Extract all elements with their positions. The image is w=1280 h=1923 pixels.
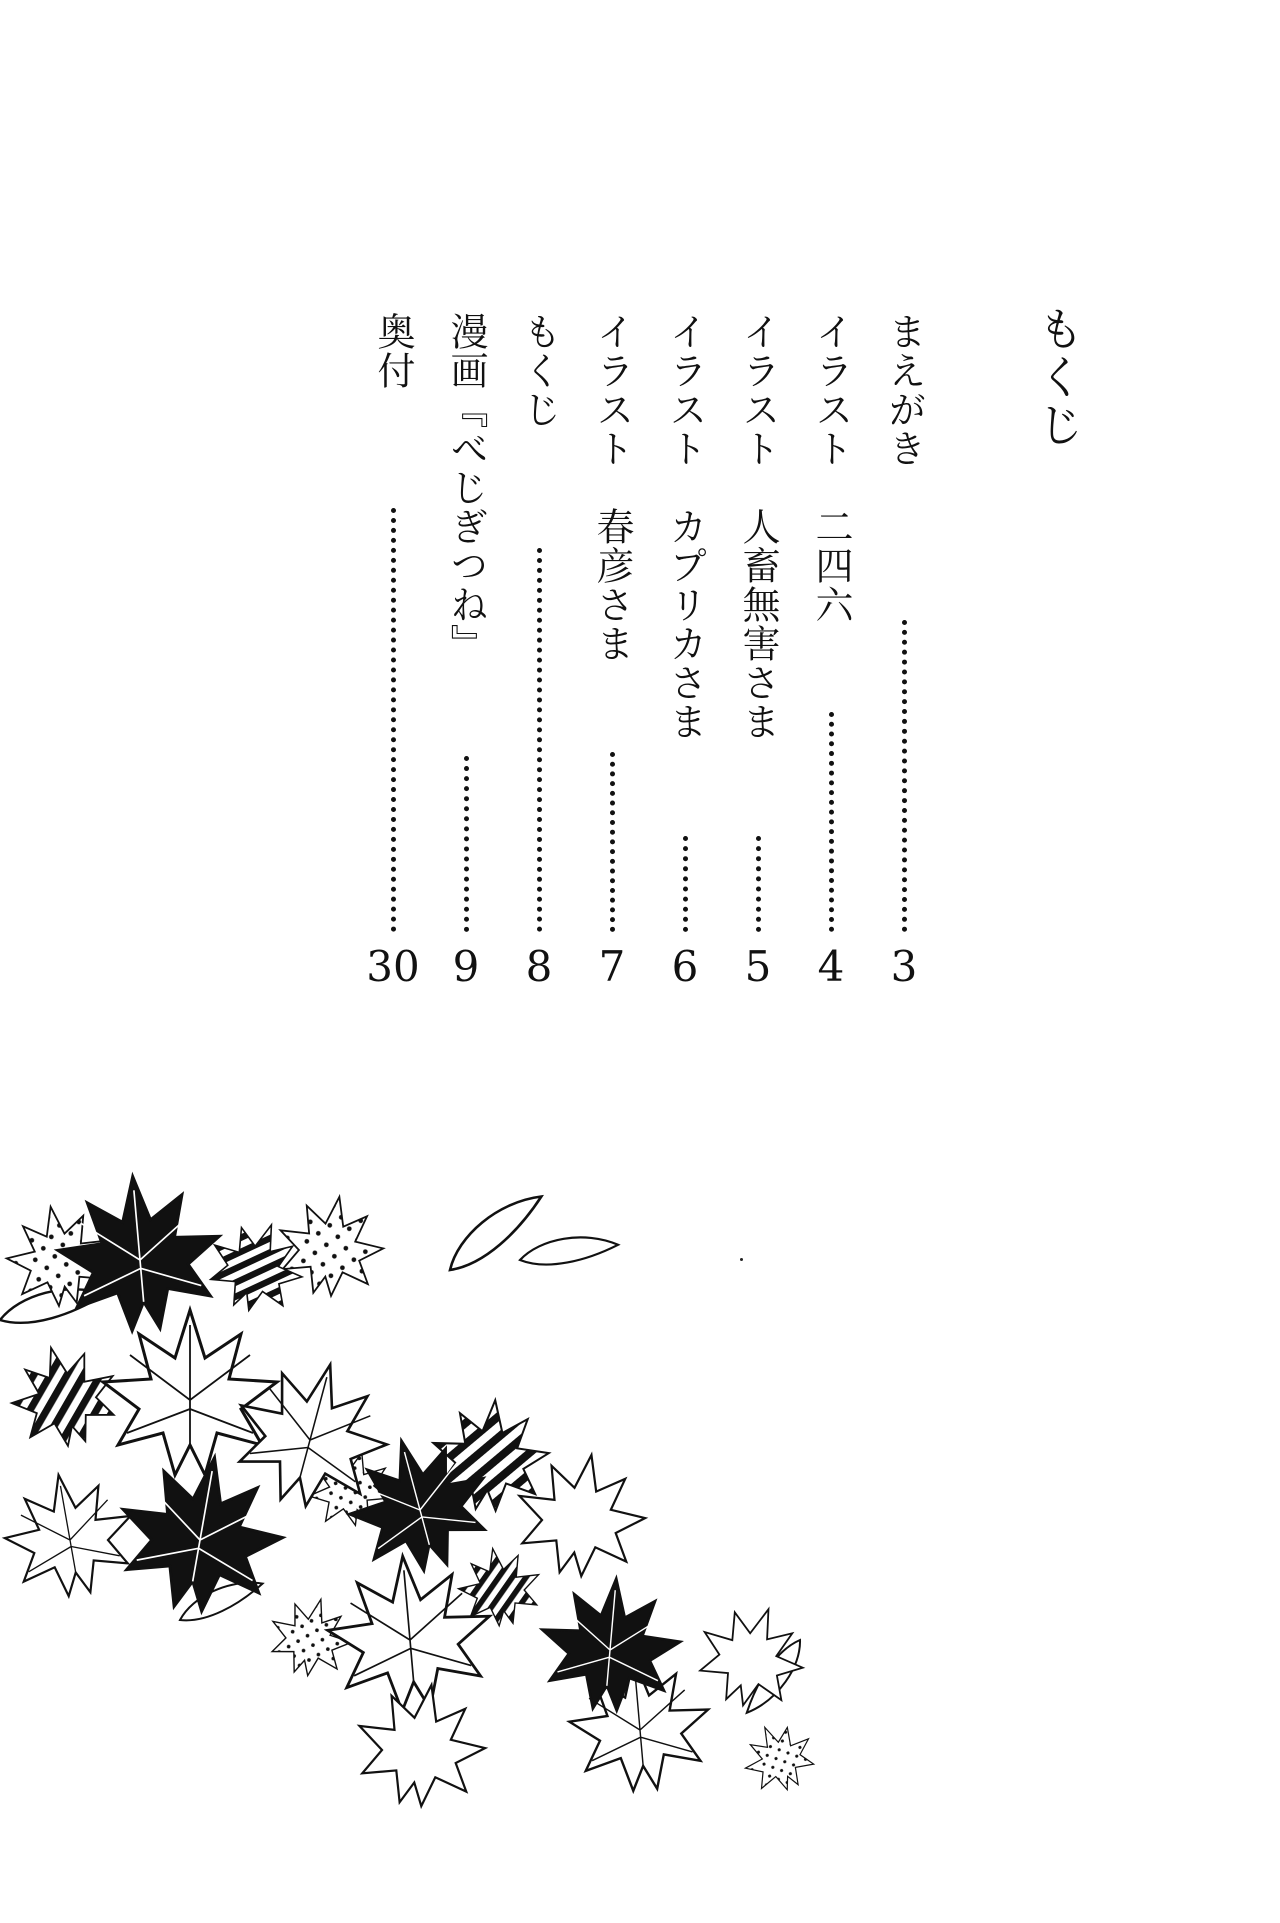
toc-entry-label: イラスト 二四六	[809, 312, 853, 624]
toc-leader-dots	[756, 836, 761, 932]
toc-leader-dots	[610, 752, 615, 932]
toc-entry-page-number: 30	[366, 942, 420, 991]
toc-leader-dots	[391, 508, 396, 932]
toc-entry-label: まえがき	[882, 312, 926, 468]
toc-entry-label: イラスト カプリカさま	[663, 312, 707, 741]
toc-leader-dots	[464, 756, 469, 932]
toc-entry-label: 奥付	[371, 312, 415, 390]
toc-entry-page-number: 4	[817, 942, 845, 991]
toc-entry-label: イラスト 春彦さま	[590, 312, 634, 663]
toc-entry	[876, 312, 932, 991]
toc-entry	[365, 312, 421, 991]
toc-entry-label: 漫画『べじぎつね』	[444, 312, 488, 663]
toc-entry-page-number: 3	[890, 942, 918, 991]
toc-entry-page-number: 6	[671, 942, 699, 991]
maple-leaves-icon	[0, 1140, 880, 1830]
toc-leader-dots	[829, 712, 834, 932]
toc-entry-label: イラスト 人畜無害さま	[736, 312, 780, 741]
toc-entry-page-number: 7	[598, 942, 626, 991]
toc-leader-dots	[537, 548, 542, 932]
toc-leader-dots	[683, 836, 688, 932]
toc-entry-page-number: 8	[525, 942, 553, 991]
toc-entry	[730, 312, 786, 991]
toc-entry	[584, 312, 640, 991]
toc-entry	[438, 312, 494, 991]
toc-entry	[657, 312, 713, 991]
toc-entry-label: もくじ	[517, 312, 561, 429]
toc-entry-page-number: 5	[744, 942, 772, 991]
toc-leader-dots	[902, 620, 907, 932]
toc-entry	[803, 312, 859, 991]
toc-title: もくじ	[1031, 305, 1085, 449]
toc-entry	[511, 312, 567, 991]
toc-entry-page-number: 9	[452, 942, 480, 991]
